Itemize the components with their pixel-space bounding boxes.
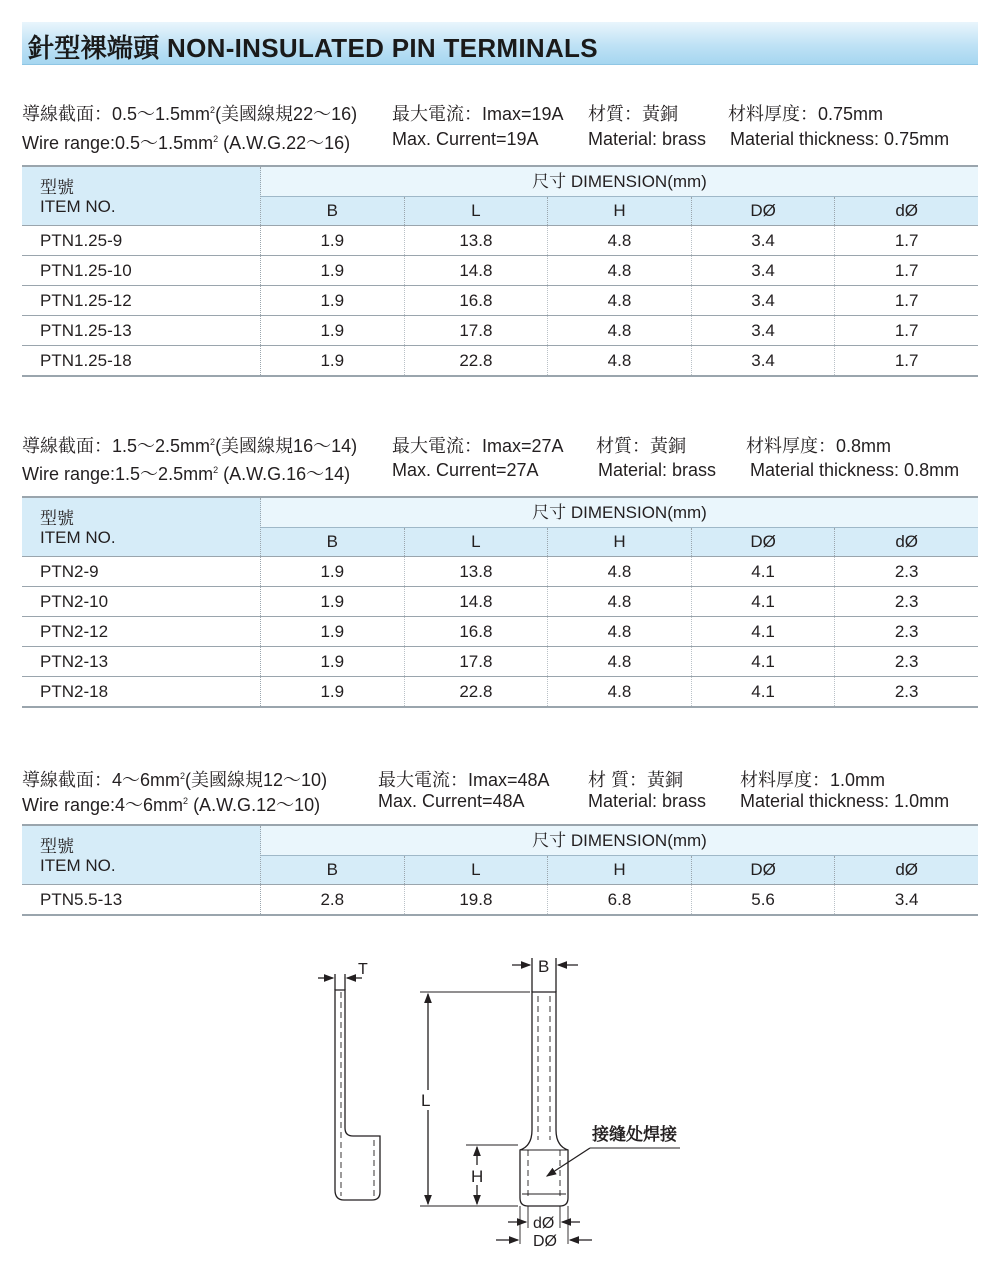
cell: 16.8 (404, 286, 548, 315)
thickness-en: Material thickness: 0.8mm (750, 460, 960, 480)
cell: 4.8 (547, 557, 691, 586)
cell: 17.8 (404, 647, 548, 676)
wire-range-en: Wire $range:0.5\sim 1.5mm^2$ (A.W.G.22～16) (22, 133, 351, 153)
cell: 1.9 (320, 562, 345, 581)
cell: 1.7 (834, 226, 978, 255)
item-no-header: 型號 ITEM NO. (22, 167, 261, 225)
col-small-d: dØ (834, 856, 978, 884)
thickness-cn: 材料厚度：0.75mm (728, 104, 884, 124)
material-cn: 材質：黃銅 (588, 104, 678, 124)
cell: 1.9 (320, 682, 345, 701)
thickness-cn: 材料厚度：1.0mm (740, 770, 886, 790)
front-view-drawing (420, 958, 680, 1244)
wire-range-cn: 導線截面：$1.5\sim 2.5mm^2$(美國線規16～14) (22, 436, 358, 456)
cell: 1.9 (320, 231, 345, 250)
item-no: PTN1.25-13 (22, 316, 261, 345)
wire-range-cn: 導線截面：$4\sim 6mm^2$(美國線規12～10) (22, 770, 328, 790)
item-no: PTN2-10 (22, 587, 261, 616)
page-title: 針型裸端頭 NON-INSULATED PIN TERMINALS (28, 33, 598, 63)
item-no: PTN5.5-13 (22, 885, 261, 914)
cell: 4.8 (547, 346, 691, 375)
label-big-d: DØ (533, 1233, 557, 1250)
thickness-en: Material thickness: 0.75mm (730, 129, 950, 149)
label-h: H (471, 1167, 484, 1186)
cell: 1.9 (320, 351, 345, 370)
item-no: PTN2-12 (22, 617, 261, 646)
cell: 2.3 (834, 677, 978, 706)
thickness-en: Material thickness: 1.0mm (740, 791, 950, 811)
label-l: L (421, 1091, 431, 1110)
cell: 13.8 (404, 557, 548, 586)
material-cn: 材質：黃銅 (596, 436, 686, 456)
max-current-cn: 最大電流：Imax=19A (392, 104, 564, 124)
side-view-drawing (318, 974, 380, 1200)
label-small-d: dØ (533, 1215, 555, 1232)
material-en: Material: brass (588, 791, 707, 811)
dimension-header: 尺寸 DIMENSION(mm) (261, 498, 978, 528)
item-no: PTN2-13 (22, 647, 261, 676)
item-no: PTN1.25-12 (22, 286, 261, 315)
cell: 1.7 (834, 256, 978, 285)
cell: 22.8 (404, 677, 548, 706)
cell: 19.8 (404, 885, 548, 914)
cell: 1.9 (320, 652, 345, 671)
cell: 3.4 (691, 226, 835, 255)
cell: 1.7 (834, 286, 978, 315)
col-big-d: DØ (691, 197, 835, 225)
cell: 4.8 (547, 286, 691, 315)
cell: 2.8 (320, 890, 345, 909)
col-big-d: DØ (691, 528, 835, 556)
cell: 2.3 (834, 557, 978, 586)
cell: 1.9 (320, 622, 345, 641)
col-b: B (326, 532, 338, 551)
wire-range-en: Wire $range:1.5\sim 2.5mm^2$ (A.W.G.16～14) (22, 464, 351, 484)
wire-range-cn: 導線截面：$0.5\sim 1.5mm^2$(美國線規22～16) (22, 104, 358, 124)
cell: 1.9 (320, 291, 345, 310)
col-l: L (404, 197, 548, 225)
cell: 1.9 (320, 261, 345, 280)
cell: 2.3 (834, 617, 978, 646)
cell: 17.8 (404, 316, 548, 345)
max-current-cn: 最大電流：Imax=27A (392, 436, 564, 456)
cell: 4.8 (547, 256, 691, 285)
cell: 3.4 (691, 316, 835, 345)
col-small-d: dØ (834, 528, 978, 556)
cell: 4.1 (691, 557, 835, 586)
dimension-header: 尺寸 DIMENSION(mm) (261, 167, 978, 197)
cell: 4.1 (691, 617, 835, 646)
item-no: PTN2-9 (22, 557, 261, 586)
cell: 2.3 (834, 647, 978, 676)
wire-range-en: Wire $range:4\sim 6mm^2$ (A.W.G.12～10) (22, 795, 321, 815)
cell: 14.8 (404, 587, 548, 616)
cell: 4.8 (547, 677, 691, 706)
col-b: B (326, 201, 338, 220)
col-l: L (404, 856, 548, 884)
cell: 22.8 (404, 346, 548, 375)
label-b: B (538, 957, 550, 976)
cell: 13.8 (404, 226, 548, 255)
cell: 1.7 (834, 346, 978, 375)
cell: 4.8 (547, 316, 691, 345)
cell: 6.8 (547, 885, 691, 914)
cell: 4.1 (691, 677, 835, 706)
cell: 4.1 (691, 647, 835, 676)
cell: 5.6 (691, 885, 835, 914)
item-no-header: 型號 ITEM NO. (22, 498, 261, 556)
cell: 3.4 (691, 286, 835, 315)
thickness-cn: 材料厚度：0.8mm (746, 436, 892, 456)
cell: 3.4 (834, 885, 978, 914)
max-current-cn: 最大電流：Imax=48A (378, 770, 550, 790)
material-cn: 材 質：黃銅 (588, 770, 684, 790)
cell: 1.9 (320, 321, 345, 340)
cell: 3.4 (691, 256, 835, 285)
cell: 4.8 (547, 226, 691, 255)
cell: 14.8 (404, 256, 548, 285)
item-no: PTN1.25-9 (22, 226, 261, 255)
cell: 4.8 (547, 587, 691, 616)
material-en: Material: brass (598, 460, 717, 480)
cell: 4.1 (691, 587, 835, 616)
item-no: PTN1.25-10 (22, 256, 261, 285)
cell: 16.8 (404, 617, 548, 646)
cell: 3.4 (691, 346, 835, 375)
max-current-en: Max. Current=19A (392, 129, 539, 149)
item-no-header: 型號 ITEM NO. (22, 826, 261, 884)
cell: 4.8 (547, 617, 691, 646)
cell: 1.7 (834, 316, 978, 345)
col-big-d: DØ (691, 856, 835, 884)
col-l: L (404, 528, 548, 556)
col-h: H (547, 197, 691, 225)
item-no: PTN2-18 (22, 677, 261, 706)
cell: 4.8 (547, 647, 691, 676)
col-h: H (547, 528, 691, 556)
max-current-en: Max. Current=48A (378, 791, 525, 811)
dimension-header: 尺寸 DIMENSION(mm) (261, 826, 978, 856)
label-t: T (358, 961, 368, 978)
col-b: B (326, 860, 338, 879)
col-small-d: dØ (834, 197, 978, 225)
max-current-en: Max. Current=27A (392, 460, 539, 480)
item-no: PTN1.25-18 (22, 346, 261, 375)
cell: 1.9 (320, 592, 345, 611)
material-en: Material: brass (588, 129, 707, 149)
cell: 2.3 (834, 587, 978, 616)
col-h: H (547, 856, 691, 884)
weld-note: 接缝处焊接 (592, 1125, 677, 1144)
